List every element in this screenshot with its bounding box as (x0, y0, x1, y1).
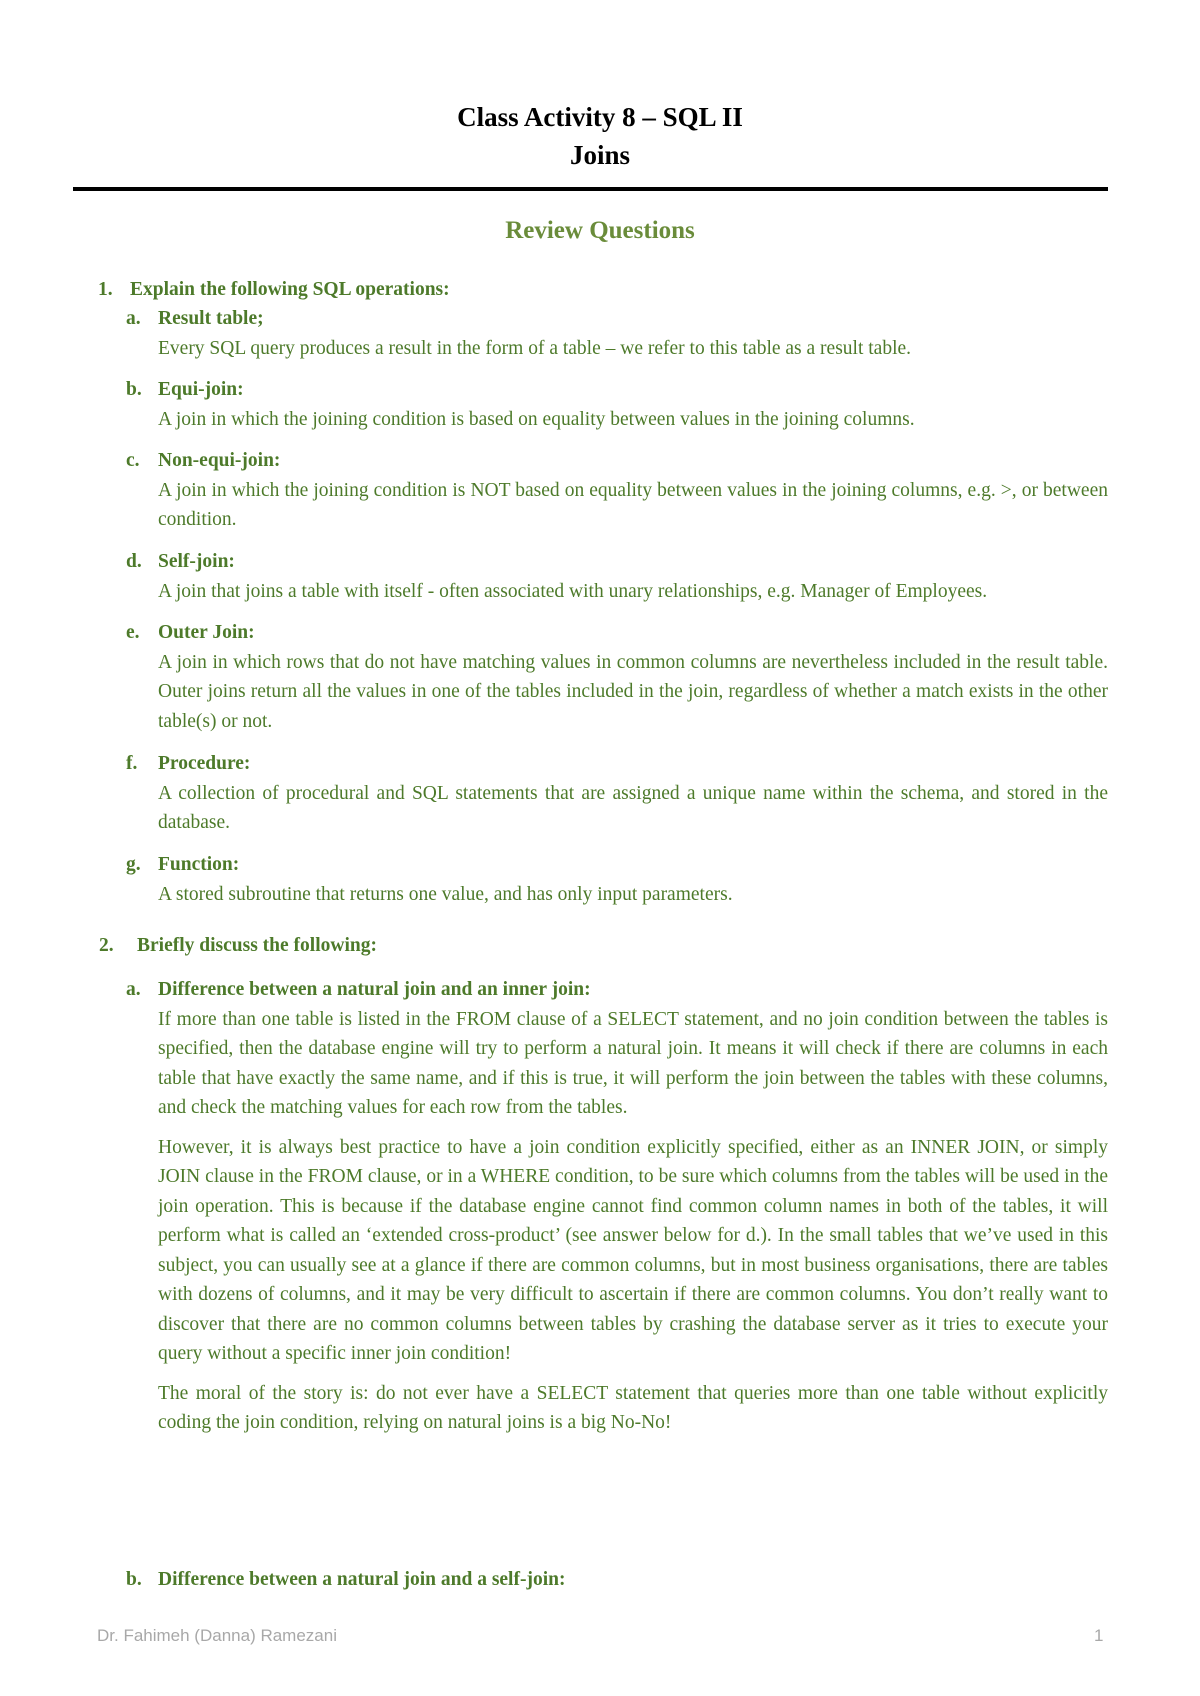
question-number: 1. (98, 279, 113, 300)
paragraph: The moral of the story is: do not ever have a SELECT statement that queries more than one table without explicitly coding the join condition, relying on natural joins is a big No-No! (158, 1382, 1108, 1433)
title-line-1: Class Activity 8 – SQL II (457, 102, 743, 132)
footer-page-number: 1 (1094, 1626, 1104, 1645)
list-item (126, 749, 1108, 838)
item-letter: b. (126, 1569, 142, 1590)
question-number: 2. (99, 935, 114, 956)
title-line-2: Joins (569, 140, 631, 170)
paragraph: However, it is always best practice to have a join condition explicitly specified, either as an INNER JOIN, or simply JOIN clause in the FROM clause, or in a WHERE condition, to be sure which columns from the tables will be used in the join operation. This is because if the database engine cannot find common column names in both of the tables, it will perform what is called an ‘extended cross-product’ (see answer below for d.). In the small tables that we’ve used in this subject, you can usually see at a glance if there are common columns, but in most business organisations, there are tables with dozens of columns, and it may be very difficult to ascertain if there are common columns. You don’t really want to discover that there are no common columns between tables by crashing the database server as it tries to execute your query without a specific inner join condition! (158, 1136, 1108, 1364)
item-heading: Result table; (158, 308, 264, 329)
question-1 (98, 276, 1108, 304)
item-body: A join in which the joining condition is NOT based on equality between values in the joining columns, e.g. >, or between condition. (158, 479, 1108, 530)
item-heading: Outer Join: (158, 622, 255, 643)
item-heading: Non-equi-join: (158, 450, 281, 471)
item-heading: Equi-join: (158, 379, 244, 400)
item-letter: g. (126, 854, 141, 875)
item-body: Every SQL query produces a result in the form of a table – we refer to this table as a result table. (158, 337, 912, 359)
item-letter: c. (126, 450, 140, 471)
item-letter: a. (126, 979, 141, 1000)
item-letter: a. (126, 308, 141, 329)
item-heading: Procedure: (158, 753, 251, 774)
item-letter: e. (126, 622, 140, 643)
item-body (158, 1005, 1108, 1438)
list-item (126, 850, 1108, 909)
document-title (0, 98, 1200, 174)
item-body: A collection of procedural and SQL statements that are assigned a unique name within the schema, and stored in the database. (158, 782, 1108, 833)
paragraph: If more than one table is listed in the FROM clause of a SELECT statement, and no join condition between the tables is specified, then the database engine will try to perform a natural join. It means it will check if there are columns in each table that have exactly the same name, and if this is true, it will perform the join between the tables with these columns, and check the matching values for each row from the tables. (158, 1008, 1108, 1118)
list-item (126, 975, 1108, 1438)
list-item (126, 375, 1108, 434)
list-item (126, 547, 1108, 606)
item-letter: b. (126, 379, 142, 400)
footer-author: Dr. Fahimeh (Danna) Ramezani (97, 1626, 337, 1645)
item-body: A join that joins a table with itself - often associated with unary relationships, e.g. Manager of Employees. (158, 580, 988, 602)
question-text: Explain the following SQL operations: (130, 279, 450, 300)
list-item (126, 446, 1108, 535)
item-body: A stored subroutine that returns one value, and has only input parameters. (158, 883, 733, 905)
question-text: Briefly discuss the following: (137, 935, 377, 956)
item-body: A join in which the joining condition is based on equality between values in the joining columns. (158, 408, 915, 430)
section-title: Review Questions (505, 217, 695, 244)
item-letter: f. (126, 753, 138, 774)
item-heading: Difference between a natural join and a self-join: (158, 1569, 566, 1590)
item-body: A join in which rows that do not have matching values in common columns are nevertheless included in the result table. Outer joins return all the values in one of the tables included in the join, regardless of whether a match exists in the other table(s) or not. (158, 651, 1108, 732)
list-item (126, 618, 1108, 736)
list-item (126, 1565, 1108, 1595)
item-heading: Difference between a natural join and an inner join: (158, 979, 591, 1000)
title-divider (73, 187, 1108, 191)
question-2 (99, 932, 1109, 960)
item-heading: Function: (158, 854, 240, 875)
item-heading: Self-join: (158, 551, 235, 572)
item-letter: d. (126, 551, 142, 572)
list-item (126, 304, 1108, 363)
